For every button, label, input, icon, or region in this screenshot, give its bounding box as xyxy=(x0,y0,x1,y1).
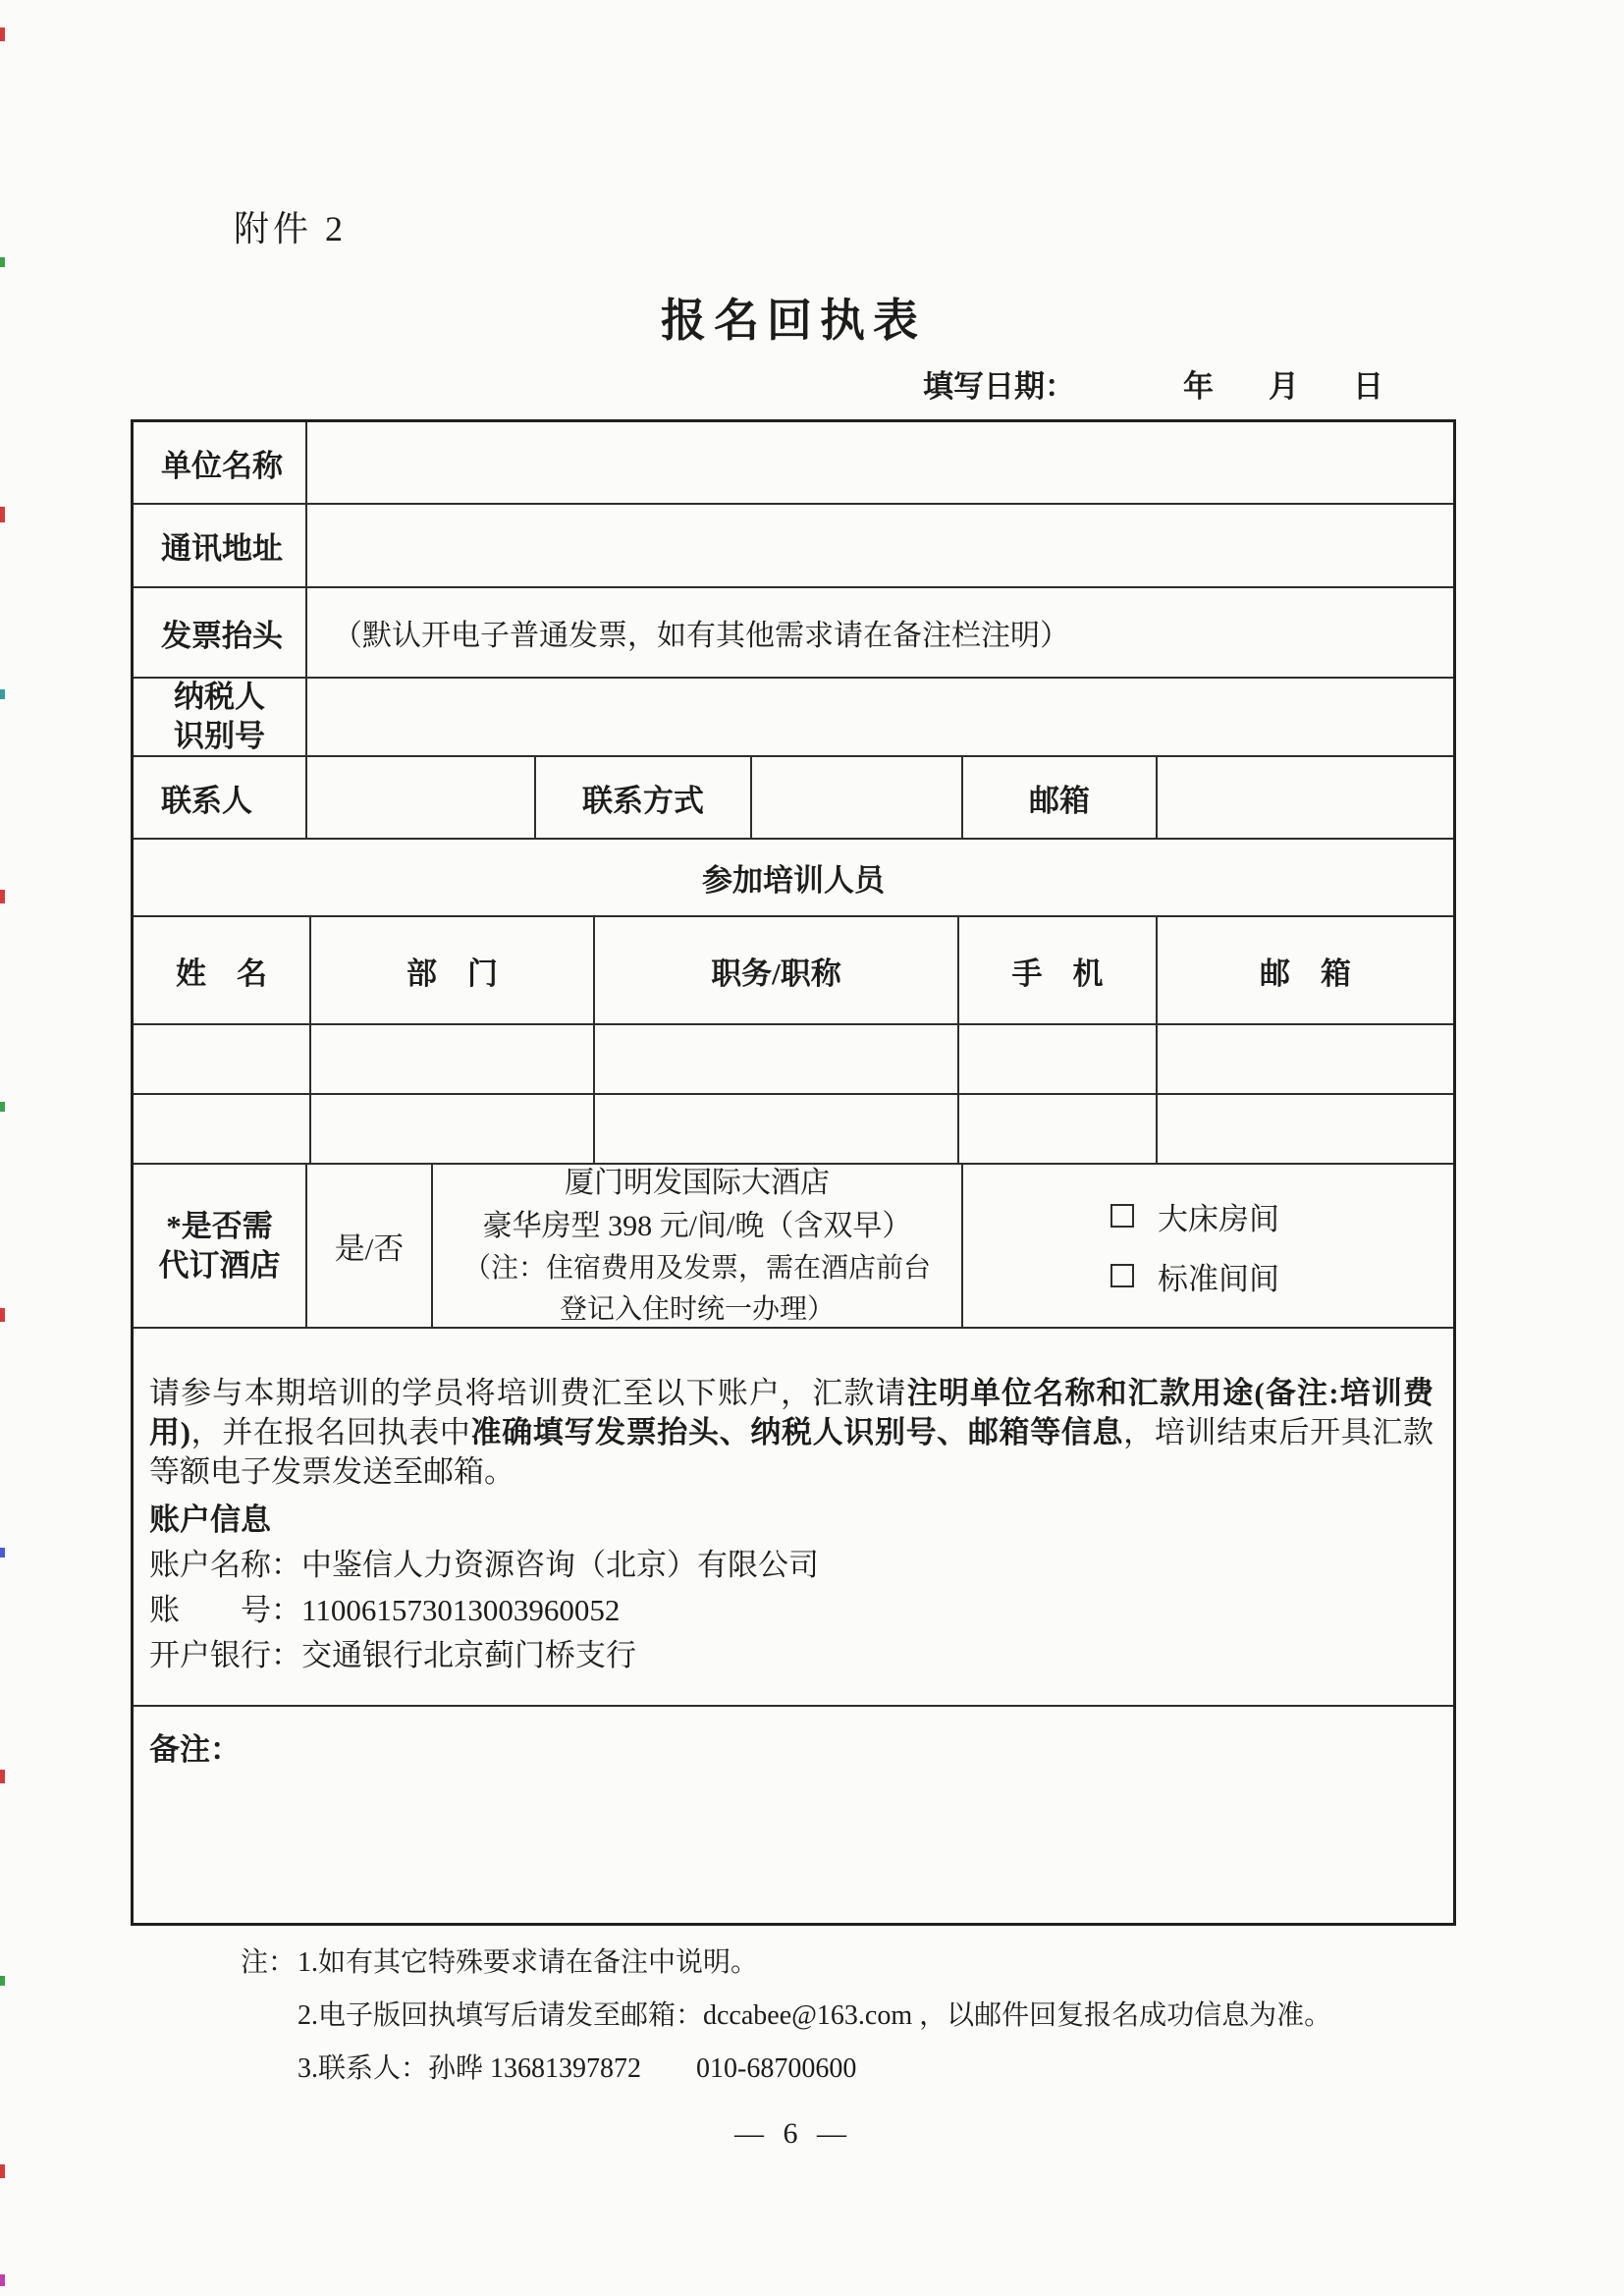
account-info-header: 账户信息 xyxy=(149,1503,271,1537)
address-label: 通讯地址 xyxy=(134,505,307,586)
participant-cell-empty xyxy=(1158,1025,1453,1093)
participant-cell-empty xyxy=(959,1095,1158,1163)
footnote-prefix: 注： xyxy=(241,1947,297,1978)
invoice-title-label: 发票抬头 xyxy=(134,588,307,677)
unit-name-value-cell xyxy=(307,422,1453,503)
scan-artifact xyxy=(0,1976,5,1986)
payment-text-bold: 注明单位名称和汇款用途(备注:培训费用) xyxy=(149,1376,1434,1449)
participant-cell-empty xyxy=(595,1025,959,1093)
account-name-value: 中鉴信人力资源咨询（北京）有限公司 xyxy=(301,1548,819,1582)
contact-email-label: 邮箱 xyxy=(963,757,1158,838)
payment-row xyxy=(134,1329,1453,1707)
scan-artifact xyxy=(0,257,5,267)
bank-label: 开户银行： xyxy=(149,1638,301,1672)
taxpayer-id-label-line1: 纳税人 xyxy=(174,680,265,714)
hotel-price: 豪华房型 398 元/间/晚（含双早） xyxy=(482,1209,912,1242)
hotel-row xyxy=(134,1165,1453,1329)
account-name-label: 账户名称： xyxy=(149,1548,301,1582)
col-header-name: 姓 名 xyxy=(134,917,311,1023)
participant-cell-empty xyxy=(311,1095,595,1163)
footnote-item-1: 1.如有其它特殊要求请在备注中说明。 xyxy=(298,1947,759,1978)
participants-section-title: 参加培训人员 xyxy=(702,863,885,898)
date-year-label: 年 xyxy=(1183,369,1214,404)
contact-method-label: 联系方式 xyxy=(536,757,752,838)
contact-email-value-cell xyxy=(1158,757,1453,838)
scan-artifact xyxy=(0,27,5,41)
unit-name-row xyxy=(134,422,1453,505)
page-title: 报名回执表 xyxy=(661,296,926,346)
room-option-king xyxy=(1110,1194,1279,1238)
participant-cell-empty xyxy=(1158,1095,1453,1163)
need-hotel-label xyxy=(134,1165,307,1327)
scan-artifact xyxy=(0,1102,5,1112)
page-number: — 6 — xyxy=(734,2117,852,2150)
account-number-value: 110061573013003960052 xyxy=(301,1593,621,1627)
hotel-note-line1: （注：住宿费用及发票，需在酒店前台 xyxy=(462,1252,931,1284)
footnote-line xyxy=(241,1990,1331,2043)
scan-artifact xyxy=(0,890,5,903)
date-month-label: 月 xyxy=(1269,369,1299,404)
scan-artifact xyxy=(0,1770,5,1783)
contact-row xyxy=(134,757,1453,840)
contact-method-value-cell xyxy=(752,757,963,838)
attachment-label: 附件 2 xyxy=(234,209,348,248)
hotel-info xyxy=(433,1165,963,1327)
address-row xyxy=(134,505,1453,588)
footnote-item-2: 2.电子版回执填写后请发至邮箱：dccabee@163.com ，以邮件回复报名成功信息为准。 xyxy=(298,2000,1332,2031)
participant-cell-empty xyxy=(959,1025,1158,1093)
footnotes xyxy=(241,1937,1331,2096)
date-day-label: 日 xyxy=(1353,369,1383,404)
taxpayer-id-row xyxy=(134,679,1453,757)
room-options xyxy=(963,1165,1453,1327)
scan-artifact xyxy=(0,507,5,522)
participants-header-row xyxy=(134,917,1453,1025)
col-header-mobile: 手 机 xyxy=(959,917,1158,1023)
payment-text: ，培训结束后开具汇款等额电子发票发送至邮箱。 xyxy=(149,1415,1435,1489)
registration-form-table xyxy=(131,419,1456,1926)
room-option-king-label: 大床房间 xyxy=(1158,1201,1279,1236)
scan-artifact xyxy=(0,2164,5,2178)
payment-paragraph xyxy=(149,1374,1434,1492)
checkbox-icon xyxy=(1110,1204,1134,1228)
need-hotel-label-line2: 代订酒店 xyxy=(158,1247,281,1283)
invoice-title-row xyxy=(134,588,1453,679)
room-option-standard-label: 标准间间 xyxy=(1158,1261,1279,1296)
fill-date-label: 填写日期： xyxy=(923,369,1075,404)
participants-section-row xyxy=(134,840,1453,917)
col-header-department: 部 门 xyxy=(311,917,595,1023)
contact-label: 联系人 xyxy=(134,757,307,838)
scan-artifact xyxy=(0,689,5,699)
participant-empty-row xyxy=(134,1025,1453,1095)
invoice-title-note: （默认开电子普通发票，如有其他需求请在备注栏注明） xyxy=(333,620,1069,652)
scan-artifact xyxy=(0,1548,5,1558)
account-name-line xyxy=(149,1543,1434,1588)
payment-text-bold: 准确填写发票抬头、纳税人识别号、邮箱等信息 xyxy=(470,1415,1124,1449)
checkbox-icon xyxy=(1110,1264,1134,1287)
footnote-line xyxy=(241,1937,1331,1990)
remarks-row xyxy=(134,1707,1453,1926)
taxpayer-id-value-cell xyxy=(307,679,1453,755)
taxpayer-id-label xyxy=(134,679,307,755)
payment-instructions xyxy=(134,1329,1453,1705)
payment-text: 请参与本期培训的学员将培训费汇至以下账户，汇款请 xyxy=(149,1376,907,1410)
bank-line xyxy=(149,1633,1434,1678)
participant-cell-empty xyxy=(134,1025,311,1093)
account-number-line xyxy=(149,1588,1434,1633)
footnote-item-3: 3.联系人：孙晔 13681397872 010-68700600 xyxy=(298,2053,857,2084)
account-number-label: 账 号： xyxy=(149,1593,301,1627)
unit-name-label: 单位名称 xyxy=(134,422,307,503)
hotel-name: 厦门明发国际大酒店 xyxy=(565,1166,830,1199)
address-value-cell xyxy=(307,505,1453,586)
scan-artifact xyxy=(0,1308,5,1322)
account-info-block xyxy=(149,1498,1434,1678)
participant-cell-empty xyxy=(311,1025,595,1093)
col-header-email: 邮 箱 xyxy=(1260,956,1351,991)
bank-value: 交通银行北京蓟门桥支行 xyxy=(301,1638,636,1672)
contact-value-cell xyxy=(307,757,536,838)
participant-cell-empty xyxy=(595,1095,959,1163)
hotel-note-line2: 登记入住时统一办理） xyxy=(559,1293,835,1325)
remarks-label: 备注： xyxy=(149,1732,241,1767)
payment-text: ，并在报名回执表中 xyxy=(189,1415,471,1449)
scan-artifact xyxy=(0,2274,5,2286)
participant-empty-row xyxy=(134,1095,1453,1165)
taxpayer-id-label-line2: 识别号 xyxy=(174,719,265,753)
col-header-position: 职务/职称 xyxy=(595,917,959,1023)
footnote-line xyxy=(241,2043,1331,2096)
hotel-yes-no: 是/否 xyxy=(307,1165,433,1327)
participant-cell-empty xyxy=(134,1095,311,1163)
room-option-standard xyxy=(1110,1254,1279,1298)
need-hotel-label-line1: *是否需 xyxy=(166,1208,273,1243)
